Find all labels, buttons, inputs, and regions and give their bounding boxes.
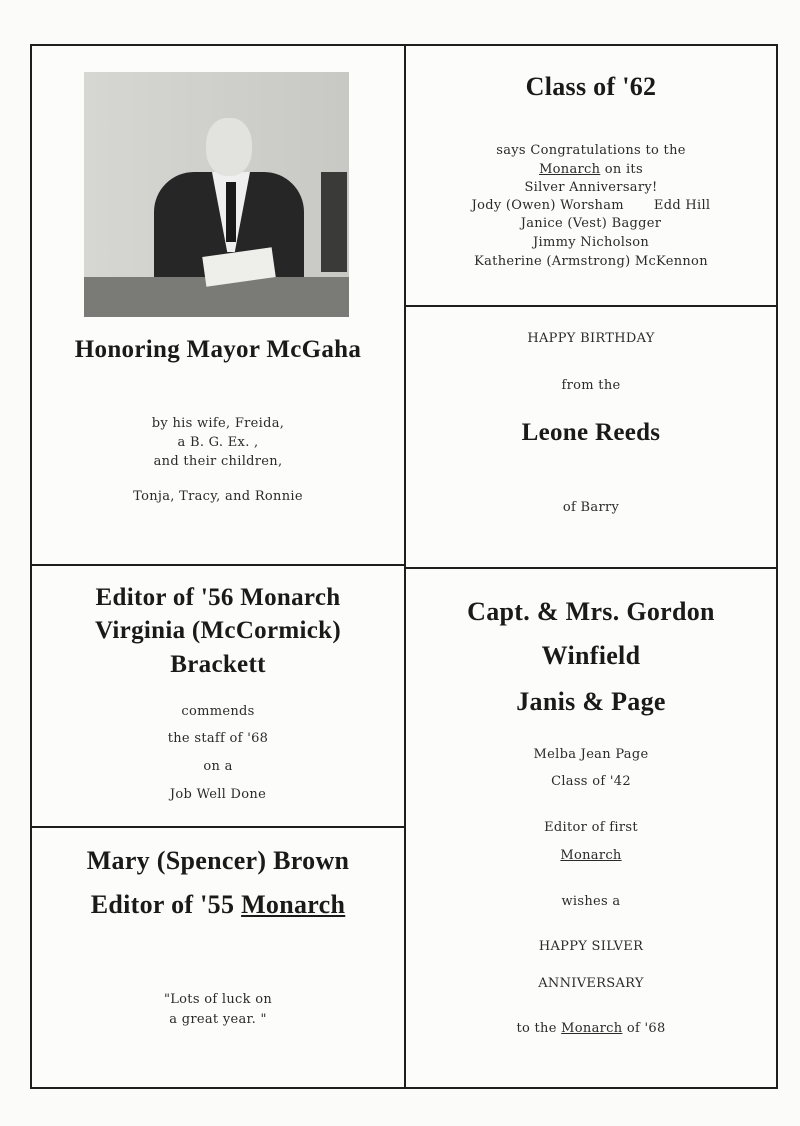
ad-text: on a	[203, 759, 233, 774]
ad-title: Honoring Mayor McGaha	[74, 336, 362, 363]
ad-text: from the	[561, 378, 621, 393]
ad-text: a great year. "	[169, 1012, 267, 1027]
ad-text: Class of '42	[551, 774, 631, 789]
monarch-text: Monarch	[539, 162, 601, 177]
ad-text-rest: on its	[600, 162, 643, 177]
ad-class-of-62	[404, 44, 778, 307]
ad-mayor-mcgaha	[30, 44, 406, 566]
ad-text	[406, 162, 776, 177]
ad-title: Winfield	[541, 641, 641, 670]
ad-text: Janice (Vest) Bagger	[520, 216, 662, 231]
ad-text-a: to the	[516, 1021, 562, 1036]
ad-title: Editor of '56 Monarch	[95, 584, 341, 611]
ad-text	[406, 198, 776, 213]
ad-text: a B. G. Ex. ,	[177, 435, 259, 450]
ad-mary-brown	[30, 826, 406, 1089]
ad-text	[406, 1021, 776, 1036]
title-text: Editor of '55	[90, 890, 242, 919]
ad-text-b: of '68	[622, 1021, 666, 1036]
ad-text: Job Well Done	[169, 787, 267, 802]
ad-leone-reeds	[404, 305, 778, 569]
ad-title	[32, 890, 404, 920]
ad-text: HAPPY SILVER	[538, 939, 644, 954]
ad-text: Katherine (Armstrong) McKennon	[474, 254, 708, 269]
ad-title: Class of '62	[525, 72, 657, 101]
name-hill: Edd Hill	[653, 198, 711, 213]
ad-text: the staff of '68	[167, 731, 269, 746]
ad-winfield	[404, 567, 778, 1089]
ad-text: by his wife, Freida,	[151, 416, 285, 431]
monarch-text: Monarch	[560, 848, 622, 863]
ad-text: of Barry	[562, 500, 620, 515]
ad-text: Silver Anniversary!	[524, 180, 658, 195]
mayor-photo	[84, 72, 349, 317]
ad-text: commends	[181, 704, 255, 719]
ad-text: "Lots of luck on	[163, 992, 273, 1007]
ad-text: Editor of first	[544, 820, 638, 835]
ad-title: Brackett	[170, 651, 266, 678]
ad-brackett	[30, 564, 406, 828]
ad-title: Virginia (McCormick)	[95, 617, 341, 644]
ad-text: Melba Jean Page	[533, 747, 649, 762]
ad-title: Mary (Spencer) Brown	[86, 846, 350, 875]
ad-text: ANNIVERSARY	[538, 976, 644, 991]
ad-text: and their children,	[153, 454, 283, 469]
ad-title: Janis & Page	[516, 687, 666, 716]
ad-text: Jimmy Nicholson	[532, 235, 650, 250]
ad-text: Tonja, Tracy, and Ronnie	[133, 489, 303, 504]
ad-text: wishes a	[561, 894, 621, 909]
ad-text: says Congratulations to the	[496, 143, 686, 158]
name-worsham: Jody (Owen) Worsham	[471, 198, 624, 213]
ad-title: Leone Reeds	[521, 419, 661, 446]
monarch-text: Monarch	[561, 1021, 623, 1036]
ad-title: Capt. & Mrs. Gordon	[467, 597, 715, 626]
monarch-text: Monarch	[241, 890, 346, 919]
ad-text: HAPPY BIRTHDAY	[527, 331, 655, 346]
